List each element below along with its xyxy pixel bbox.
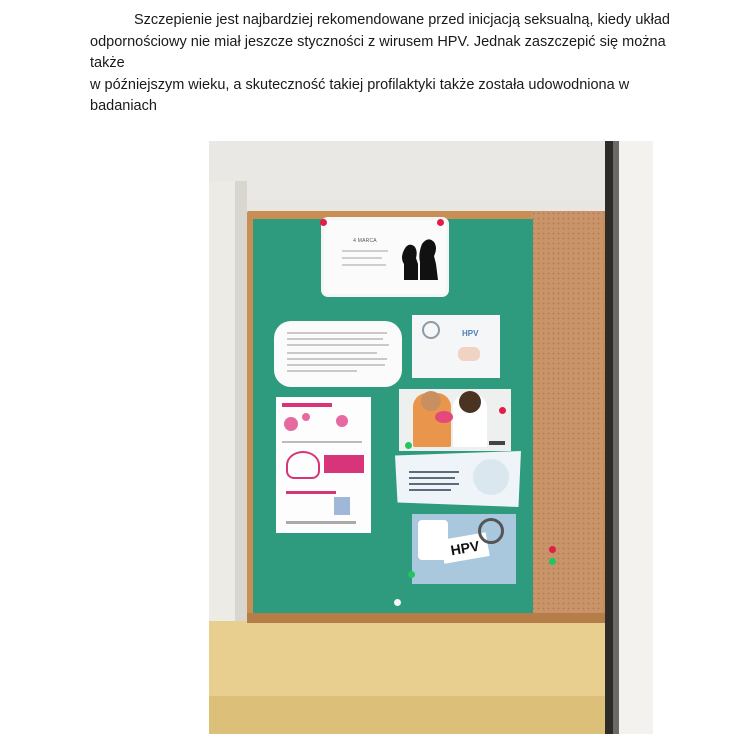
pin-red: [549, 546, 556, 553]
bulletin-board-photo: [209, 141, 653, 734]
wall-lower-shadow: [209, 696, 609, 734]
paragraph-line-3: w późniejszym wieku, a skuteczność takiej profilaktyki także została udowodniona w: [90, 76, 630, 93]
wall-left-shadow: [235, 181, 247, 621]
hpv-label-small: HPV: [462, 329, 479, 338]
paragraph-line-4: badaniach: [90, 98, 157, 114]
board-bottom-rail: [247, 613, 609, 623]
stethoscope-icon-2: [478, 518, 504, 544]
poster-hpv-pills: [412, 514, 516, 584]
poster-hpv-stethoscope: [412, 315, 500, 378]
poster-text-notice: [277, 324, 399, 384]
poster-children-photo: [399, 389, 511, 451]
couple-silhouette-icon: [398, 234, 440, 280]
paragraph-line-1: Szczepienie jest najbardziej rekomendowane przed inicjacją seksualną, kiedy układ: [134, 12, 670, 28]
pin-red: [320, 219, 327, 226]
pin-white: [394, 599, 401, 606]
pin-red: [437, 219, 444, 226]
stethoscope-icon: [422, 321, 440, 339]
poster-info-strip: [395, 451, 521, 507]
body-paragraph: [90, 10, 680, 118]
poster-date: 4 MARCA: [353, 238, 377, 244]
pin-green: [408, 571, 415, 578]
door-panel: [619, 141, 653, 734]
pin-green: [405, 442, 412, 449]
cork-panel: [531, 211, 603, 615]
wall-upper: [209, 141, 609, 201]
poster-infographic: [276, 397, 371, 533]
hpv-logo-icon: [435, 411, 453, 423]
pin-red: [499, 407, 506, 414]
poster-hpv-day: [324, 220, 446, 294]
pin-green: [549, 558, 556, 565]
paragraph-line-2: odpornościowy nie miał jeszcze styczności z wirusem HPV. Jednak zaszczepić się można także: [90, 33, 666, 71]
hpv-label-card: HPV: [440, 532, 489, 564]
